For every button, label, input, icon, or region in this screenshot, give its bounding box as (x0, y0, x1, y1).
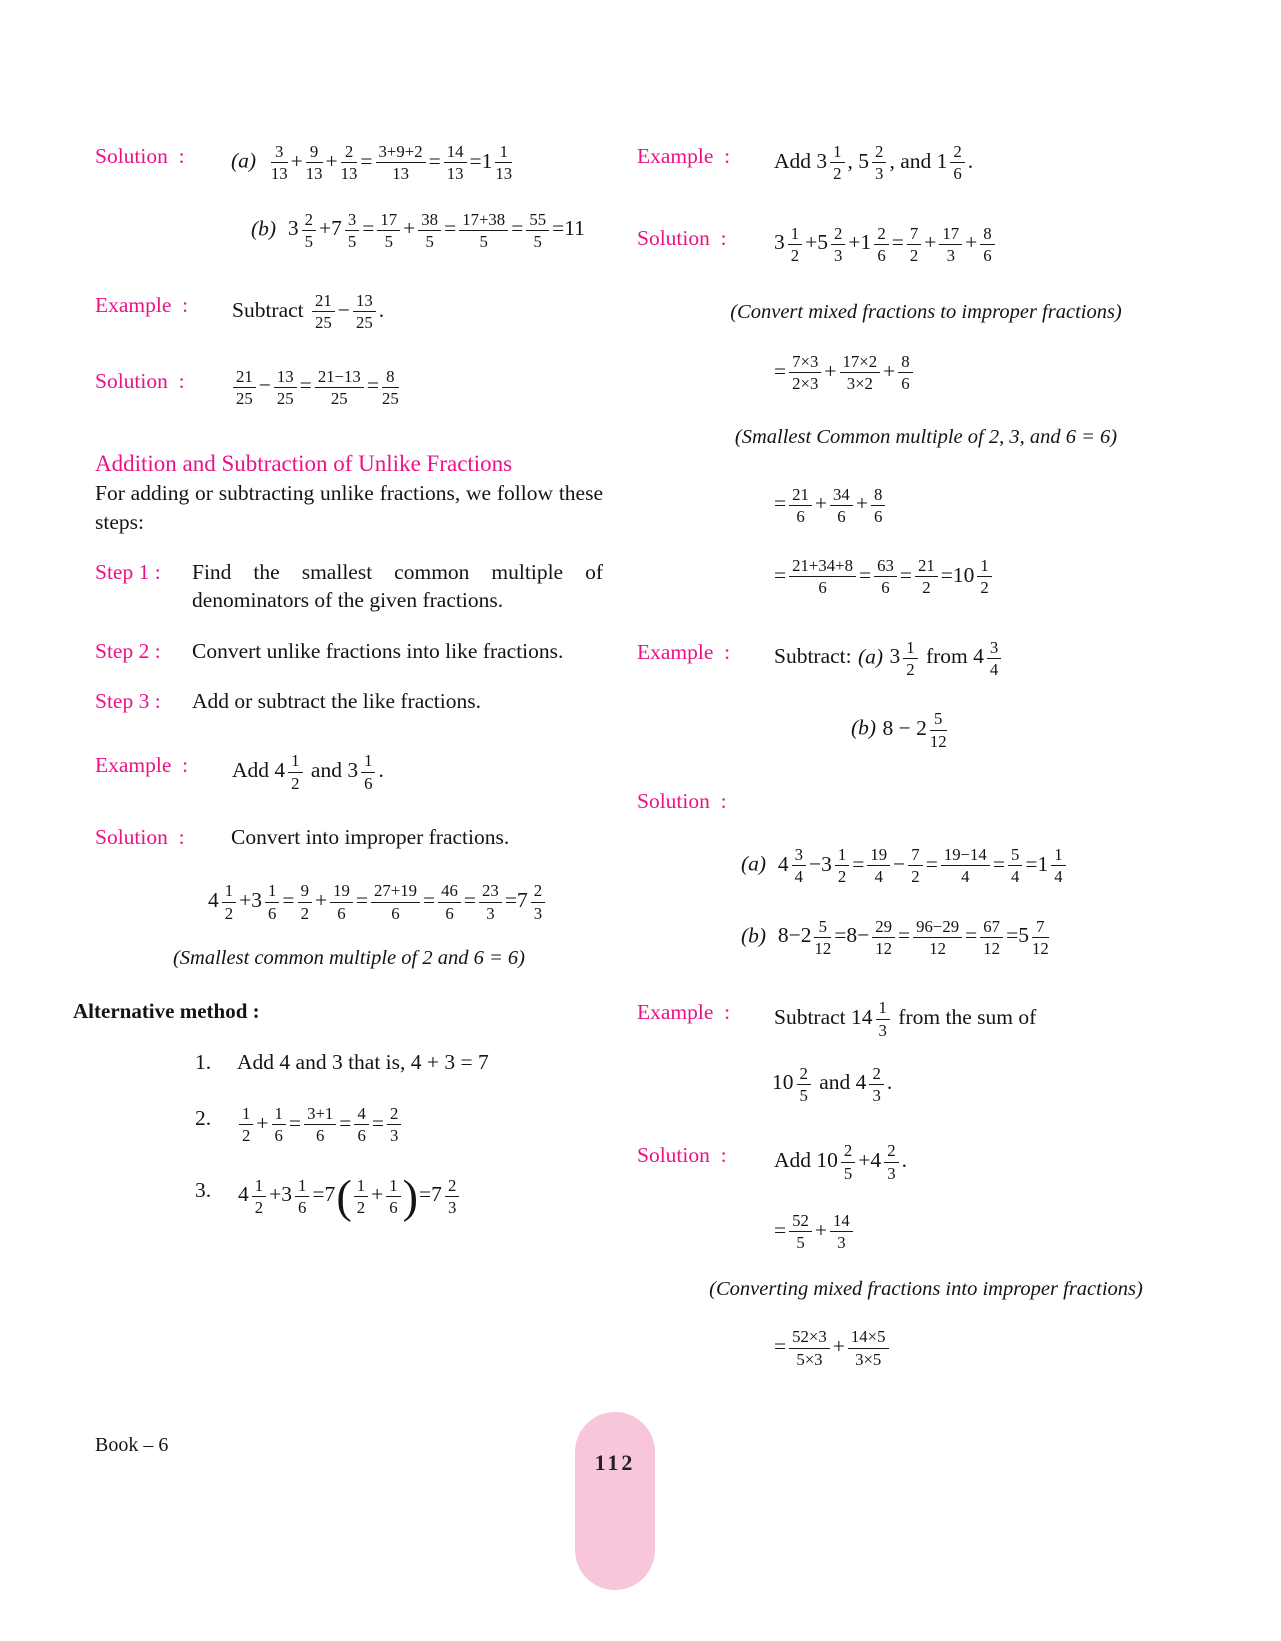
example-subtract-mixed-block (637, 638, 1215, 680)
step-3 (95, 687, 603, 715)
example-label: Example : (95, 293, 189, 318)
math-line: 4 $\frac{1}{2}$ +3 $\frac{1}{6}$ =7( $\frac{1}{2}$ + $\frac{1}{6}$ )=7 $\frac{2}{3}$ (237, 1176, 461, 1218)
alternative-method-heading: Alternative method : (73, 998, 260, 1023)
alt-item-2 (195, 1104, 603, 1146)
step-text: Convert unlike fractions into like fractions. (192, 638, 564, 663)
step-1 (95, 558, 603, 615)
math-line-solution-a: (a) 4 $\frac{3}{4}$ −3 $\frac{1}{2}$ = $\frac{19}{4}$ − $\frac{7}{2}$ = $\frac{19-14}{4}$ = $\frac{5}{4}$ =1 $\frac{1}{4}$ (741, 845, 1068, 887)
math-line-equalize-final: = $\frac{52\times 3}{5\times 3}$ + $\frac{14\times 5}{3\times 5}$ (773, 1327, 891, 1369)
math-line: Subtract $\frac{21}{25}$ − $\frac{13}{25}$ . (232, 291, 385, 333)
list-number: 1. (195, 1049, 212, 1074)
solution-label: Solution : (95, 368, 185, 393)
solution-add-three-block (637, 224, 1215, 266)
math-line: Add 10 $\frac{2}{5}$ +4 $\frac{2}{3}$ . (774, 1141, 907, 1183)
solution-label: Solution : (637, 1143, 727, 1168)
solution-text: Convert into improper fractions. (231, 824, 510, 849)
example-subtract-from-sum-block (637, 998, 1215, 1040)
note-converting-improper: (Converting mixed fractions into improper fractions) (709, 1278, 1143, 1301)
step-text: Find the smallest common multiple of denominators of the given fractions. (192, 559, 603, 613)
section-heading: Addition and Subtraction of Unlike Fractions (95, 451, 513, 477)
step-label: Step 3 : (95, 689, 161, 714)
example-add-three-block (637, 142, 1215, 184)
math-line: 3 $\frac{1}{2}$ +5 $\frac{2}{3}$ +1 $\frac{2}{6}$ = $\frac{7}{2}$ + $\frac{17}{3}$ + $\frac{8}{6}$ (773, 224, 997, 266)
solution-math-group (231, 142, 603, 251)
math-line: Add 4 $\frac{1}{2}$ and 3 $\frac{1}{6}$ . (232, 751, 384, 793)
solution-label: Solution : (95, 144, 185, 168)
math-line: Subtract 14 $\frac{1}{3}$ from the sum of (774, 998, 1037, 1040)
math-line: Add 3 $\frac{1}{2}$ , 5 $\frac{2}{3}$ , and 1 $\frac{2}{6}$ . (774, 142, 974, 184)
example-label: Example : (95, 753, 189, 778)
math-line-equalize: = $\frac{7\times 3}{2\times 3}$ + $\frac{17\times 2}{3\times 2}$ + $\frac{8}{6}$ (773, 352, 915, 394)
right-column (637, 142, 1215, 1369)
math-line: $\frac{1}{2}$ + $\frac{1}{6}$ = $\frac{3+1}{6}$ = $\frac{4}{6}$ = $\frac{2}{3}$ (237, 1104, 403, 1146)
example-subtract-block (95, 291, 603, 333)
math-line-like-fractions: = $\frac{21}{6}$ + $\frac{34}{6}$ + $\frac{8}{6}$ (773, 485, 887, 527)
note-common-multiple: (Smallest common multiple of 2 and 6 = 6) (172, 946, 526, 969)
step-2 (95, 637, 603, 665)
page-number: 112 (594, 1450, 636, 1475)
solution-block-mixed-addition (95, 142, 603, 251)
alt-item-1 (195, 1048, 603, 1076)
solution-add-two-block (637, 1141, 1215, 1183)
page-number-pill (575, 1412, 655, 1590)
step-label: Step 1 : (95, 559, 161, 584)
math-line-add-work: 4 $\frac{1}{2}$ +3 $\frac{1}{6}$ = $\frac{9}{2}$ + $\frac{19}{6}$ = $\frac{27+19}{6}$ = $\frac{46}{6}$ = $\frac{23}{3}$ =7 $\frac{2}{3}$ (207, 881, 547, 923)
example-label: Example : (637, 639, 731, 664)
list-text: Add 4 and 3 that is, 4 + 3 = 7 (237, 1049, 489, 1074)
solution-subtract-block (95, 367, 603, 409)
solution-label: Solution : (637, 788, 727, 813)
solution-label: Solution : (637, 225, 727, 250)
math-line-part-b: (b) 8 − 2 $\frac{5}{12}$ (851, 709, 947, 751)
list-number: 3. (195, 1177, 212, 1202)
solution-add-block (95, 823, 603, 851)
solution-label: Solution : (95, 824, 185, 849)
math-line-a: (a) $\frac{3}{13}$ + $\frac{9}{13}$ + $\frac{2}{13}$ = $\frac{3+9+2}{13}$ = $\frac{14}{13}$ =1 $\frac{1}{13}$ (231, 142, 513, 184)
example-add-block (95, 751, 603, 793)
solution-standalone-block (637, 787, 1215, 815)
left-column (73, 142, 603, 1369)
math-line-solution-b: (b) 8−2 $\frac{5}{12}$ =8− $\frac{29}{12}$ = $\frac{96-29}{12}$ = $\frac{67}{12}$ =5 $\frac{7}{12}$ (741, 916, 1049, 958)
note-convert-improper: (Convert mixed fractions to improper fractions) (730, 301, 1122, 324)
math-line-improper-pair: = $\frac{52}{5}$ + $\frac{14}{3}$ (773, 1211, 855, 1253)
math-line-b: (b) 3 $\frac{2}{5}$ +7 $\frac{3}{5}$ = $\frac{17}{5}$ + $\frac{38}{5}$ = $\frac{17+38}{5}$ = $\frac{55}{5}$ =11 (251, 209, 585, 251)
note-smallest-common-multiple: (Smallest Common multiple of 2, 3, and 6 = 6) (734, 425, 1118, 448)
math-line-sum-operands: 10 $\frac{2}{5}$ and 4 $\frac{2}{3}$ . (772, 1063, 893, 1106)
math-line: $\frac{21}{25}$ − $\frac{13}{25}$ = $\frac{21-13}{25}$ = $\frac{8}{25}$ (231, 367, 401, 409)
example-label: Example : (637, 1000, 731, 1025)
math-line-sum-result: = $\frac{21+34+8}{6}$ = $\frac{63}{6}$ = $\frac{21}{2}$ =10 $\frac{1}{2}$ (773, 556, 994, 598)
step-text: Add or subtract the like fractions. (192, 689, 481, 714)
intro-paragraph: For adding or subtracting unlike fractions, we follow these steps: (95, 481, 603, 534)
book-label: Book – 6 (95, 1434, 169, 1456)
list-number: 2. (195, 1106, 212, 1130)
alt-item-3 (195, 1170, 603, 1222)
example-label: Example : (637, 144, 731, 168)
step-label: Step 2 : (95, 638, 161, 663)
math-line: Subtract: (a) 3 $\frac{1}{2}$ from 4 $\frac{3}{4}$ (773, 638, 1003, 680)
